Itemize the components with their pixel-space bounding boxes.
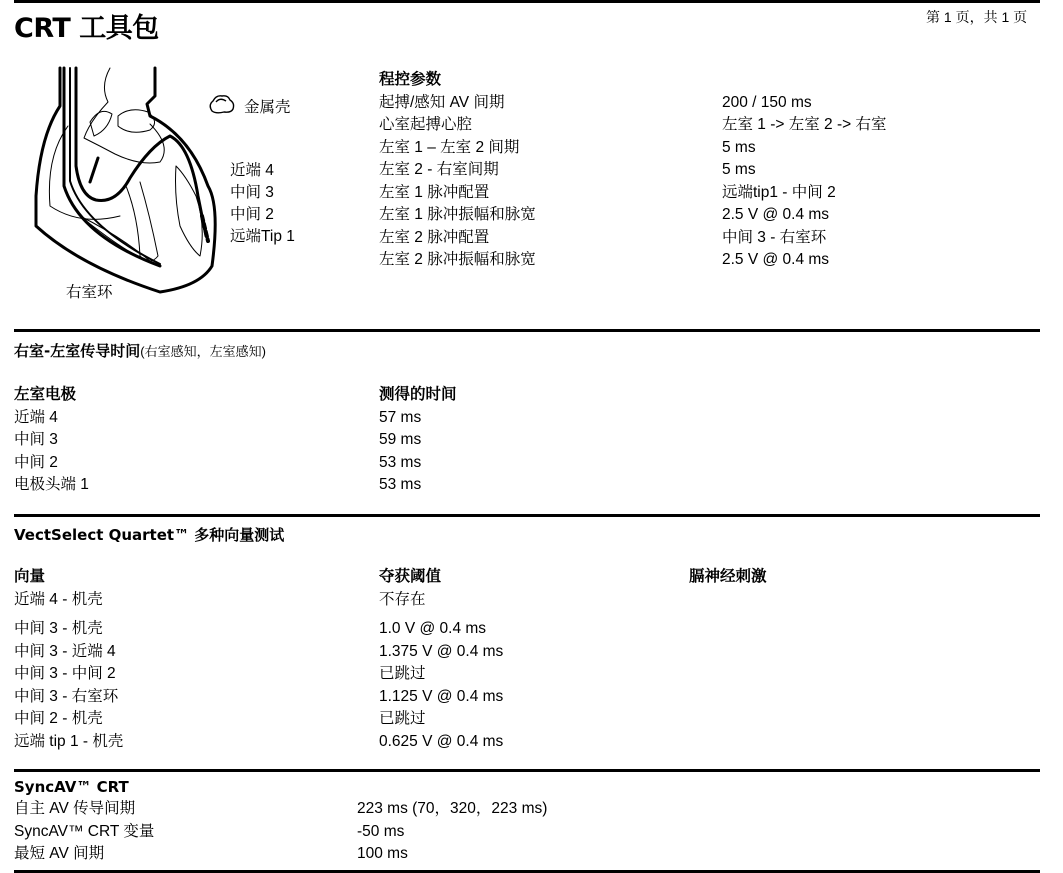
time-cell: 53 ms xyxy=(379,476,422,493)
section-rule xyxy=(14,329,1040,332)
time-cell: 59 ms xyxy=(379,431,422,448)
conduction-title: 右室-左室传导时间 xyxy=(14,342,141,360)
param-value: 200 / 150 ms xyxy=(722,93,812,111)
syncav-label: SyncAV™ CRT 变量 xyxy=(14,822,155,840)
time-cell: 53 ms xyxy=(379,453,422,471)
param-value: 左室 1 -> 左室 2 -> 右室 xyxy=(722,116,887,133)
heart-lead-illustration-icon xyxy=(20,66,220,298)
vector-column xyxy=(14,566,123,753)
programmed-params-values xyxy=(722,92,887,272)
page-title: CRT 工具包 xyxy=(14,13,159,44)
lead-label-mid-2: 中间 2 xyxy=(230,206,274,223)
vector-cell: 中间 3 - 中间 2 xyxy=(14,665,116,682)
vector-cell: 中间 2 - 机壳 xyxy=(14,710,103,727)
can-label: 金属壳 xyxy=(244,99,291,116)
column-header-phrenic: 膈神经刺激 xyxy=(689,568,767,585)
param-label: 左室 2 - 右室间期 xyxy=(379,161,499,178)
programmed-params-labels xyxy=(379,69,536,272)
threshold-cell: 已跳过 xyxy=(379,710,426,727)
threshold-cell: 1.125 V @ 0.4 ms xyxy=(379,687,504,705)
syncav-labels xyxy=(14,798,154,866)
param-value: 2.5 V @ 0.4 ms xyxy=(722,206,830,223)
column-header-vector: 向量 xyxy=(14,568,46,585)
syncav-values xyxy=(357,798,547,866)
threshold-cell: 不存在 xyxy=(379,590,426,608)
top-rule xyxy=(14,0,1040,3)
conduction-electrode-column xyxy=(14,384,89,497)
param-label: 左室 2 脉冲配置 xyxy=(379,228,490,246)
section-rule xyxy=(14,514,1040,517)
param-value: 5 ms xyxy=(722,138,756,156)
conduction-section-title xyxy=(14,340,266,361)
time-cell: 57 ms xyxy=(379,408,422,426)
electrode-cell: 中间 3 xyxy=(14,431,58,448)
column-header-time: 测得的时间 xyxy=(379,386,457,403)
param-value: 5 ms xyxy=(722,161,756,178)
vectselect-section-title: VectSelect Quartet™ 多种向量测试 xyxy=(14,526,285,544)
rv-ring-label: 右室环 xyxy=(66,284,113,301)
heart-diagram xyxy=(20,66,220,298)
column-header-electrode: 左室电极 xyxy=(14,386,77,403)
conduction-subtitle: (右室感知，左室感知) xyxy=(140,344,266,359)
vector-cell: 中间 3 - 近端 4 xyxy=(14,642,116,660)
param-label: 左室 1 – 左室 2 间期 xyxy=(379,138,520,156)
vector-cell: 中间 3 - 右室环 xyxy=(14,687,119,705)
threshold-column xyxy=(379,566,503,753)
electrode-cell: 中间 2 xyxy=(14,453,58,471)
syncav-value: -50 ms xyxy=(357,822,405,840)
syncav-section-title: SyncAV™ CRT xyxy=(14,778,129,796)
syncav-label: 自主 AV 传导间期 xyxy=(14,800,136,817)
section-rule xyxy=(14,769,1040,772)
param-label: 起搏/感知 AV 间期 xyxy=(379,93,505,111)
vector-cell: 近端 4 - 机壳 xyxy=(14,590,103,608)
vector-cell: 中间 3 - 机壳 xyxy=(14,620,103,637)
syncav-value: 100 ms xyxy=(357,845,408,862)
param-value: 2.5 V @ 0.4 ms xyxy=(722,251,830,268)
threshold-cell: 1.375 V @ 0.4 ms xyxy=(379,642,504,660)
column-header-threshold: 夺获阈值 xyxy=(379,568,442,585)
programmed-params-title: 程控参数 xyxy=(379,71,442,88)
threshold-cell: 已跳过 xyxy=(379,665,426,682)
lead-label-mid-3: 中间 3 xyxy=(230,184,274,201)
param-value: 中间 3 - 右室环 xyxy=(722,228,827,246)
param-value: 远端tip1 - 中间 2 xyxy=(722,183,836,201)
syncav-label: 最短 AV 间期 xyxy=(14,845,105,862)
can-icon xyxy=(208,93,236,115)
threshold-cell: 0.625 V @ 0.4 ms xyxy=(379,732,504,750)
param-label: 左室 1 脉冲振幅和脉宽 xyxy=(379,206,536,223)
vector-cell: 远端 tip 1 - 机壳 xyxy=(14,732,124,750)
electrode-cell: 近端 4 xyxy=(14,408,58,426)
syncav-value: 223 ms (70，320，223 ms) xyxy=(357,800,548,817)
conduction-time-column xyxy=(379,384,457,497)
param-label: 左室 2 脉冲振幅和脉宽 xyxy=(379,251,536,268)
param-label: 左室 1 脉冲配置 xyxy=(379,183,490,201)
param-label: 心室起搏心腔 xyxy=(379,116,473,133)
lead-label-distal-tip-1: 远端Tip 1 xyxy=(230,228,295,245)
threshold-cell: 1.0 V @ 0.4 ms xyxy=(379,620,487,637)
page-number: 第 1 页，共 1 页 xyxy=(926,9,1028,25)
electrode-cell: 电极头端 1 xyxy=(14,476,89,493)
phrenic-column xyxy=(689,566,767,589)
lead-label-proximal-4: 近端 4 xyxy=(230,162,274,179)
